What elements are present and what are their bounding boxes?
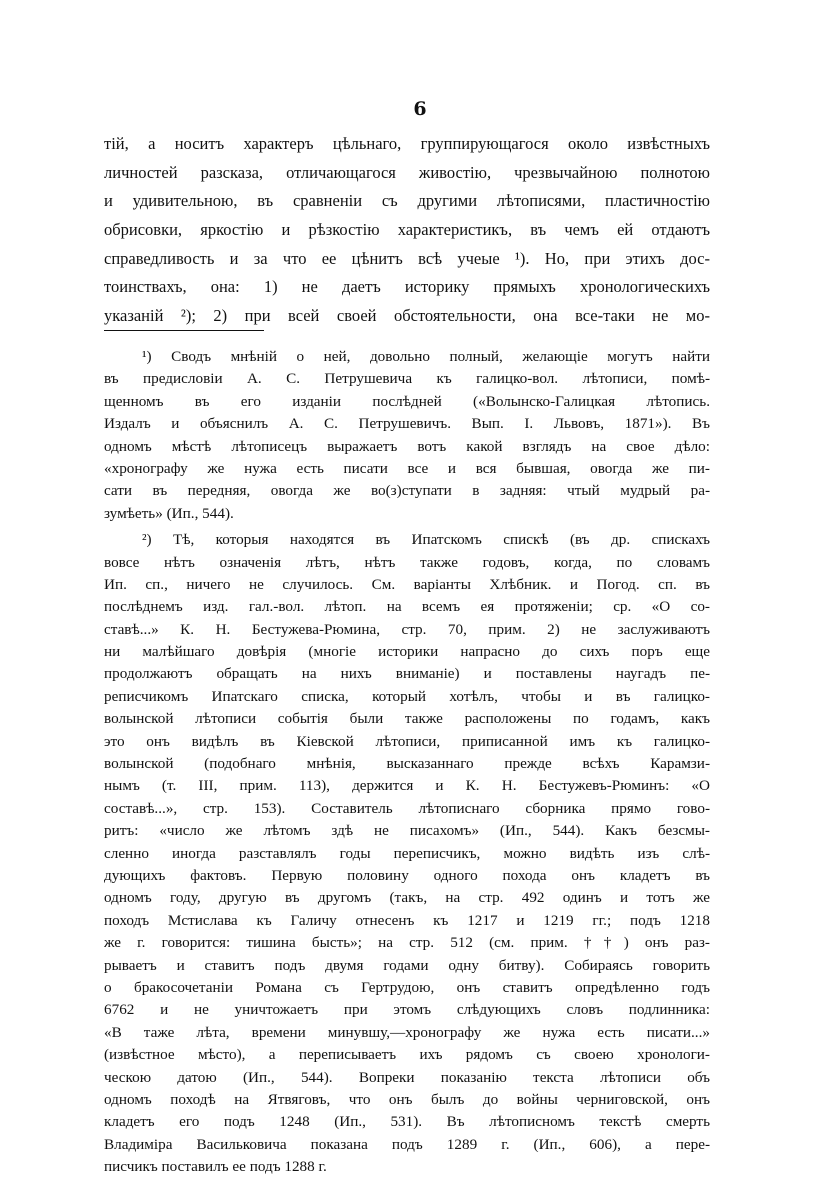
footnote-line: вовсе нѣтъ означенія лѣтъ, нѣтъ также годовъ, когда, по словамъ <box>104 553 710 571</box>
footnote-line: рываетъ и ставитъ подъ двумя годами одну битву). Собираясь говорить <box>104 956 710 974</box>
footnote-line: волынской (подобнаго мнѣнія, высказаннаго прежде всѣхъ Карамзи- <box>104 755 710 773</box>
footnote-line: въ предисловіи А. С. Петрушевича къ галицко-вол. лѣтописи, помѣ- <box>104 370 710 388</box>
footnote-line: это онъ видѣлъ въ Кіевской лѣтописи, приписанной имъ къ галицко- <box>104 732 710 750</box>
main-text <box>104 130 710 331</box>
footnote-1 <box>104 346 710 525</box>
footnote-line: ритъ: «число же лѣтомъ здѣ не писахомъ» (Ип., 544). Какъ безсмы- <box>104 822 710 840</box>
text-line: личностей разсказа, отличающагося живостію, чрезвычайною полнотою <box>104 162 710 182</box>
footnote-line: зумѣеть» (Ип., 544). <box>104 504 234 522</box>
footnote-divider <box>104 330 264 331</box>
footnote-line: «хронографу же нужа есть писати все и вся бывшая, овогда же пи- <box>104 459 710 477</box>
footnote-line: «В таже лѣта, времени минувшу,—хронографу же нужа есть писати...» <box>104 1023 710 1041</box>
footnote-line: составѣ...», стр. 153). Составитель лѣтописнаго сборника прямо гово- <box>104 799 710 817</box>
footnote-line: Ип. сп., ничего не случилось. См. варіанты Хлѣбник. и Погод. сп. въ <box>104 575 710 593</box>
text-line: справедливость и за что ее цѣнитъ всѣ учеые ¹). Но, при этихъ дос- <box>104 248 710 268</box>
footnote-line: кладетъ его подъ 1248 (Ип., 531). Въ лѣтописномъ текстѣ смерть <box>104 1113 710 1131</box>
footnote-line: Издалъ и объяснилъ А. С. Петрушевичъ. Вып. I. Львовъ, 1871»). Въ <box>104 415 710 433</box>
footnote-line: ческою датою (Ип., 544). Вопреки показанію текста лѣтописи объ <box>104 1068 710 1086</box>
footnote-line: дующихъ фактовъ. Первую половину одного похода онъ кладетъ въ <box>104 866 710 884</box>
footnote-line: волынской лѣтописи событія были также расположены по годамъ, какъ <box>104 710 710 728</box>
footnote-line: реписчикомъ Ипатскаго списка, который хотѣлъ, чтобы и въ галицко- <box>104 687 710 705</box>
footnote-line: (извѣстное мѣсто), а переписываетъ ихъ рядомъ съ своею хронологи- <box>104 1046 710 1064</box>
text-line: и удивительною, въ сравненіи съ другими лѣтописями, пластичностію <box>104 191 710 211</box>
footnote-line: продолжаютъ обращать на нихъ вниманіе) и поставлены наугадъ пе- <box>104 665 710 683</box>
footnote-line: щенномъ въ его изданіи послѣдней («Волынско-Галицкая лѣтопись. <box>104 392 710 410</box>
text-line: тій, а носитъ характеръ цѣльнаго, группирующагося около извѣстныхъ <box>104 134 710 153</box>
footnote-line: сленно иногда разставлялъ годы переписчикъ, можно видѣть изъ слѣ- <box>104 844 710 862</box>
footnote-line: сати въ передняя, овогда же во(з)ступати в задняя: чтый мудрый ра- <box>104 482 710 500</box>
footnote-line: одномъ году, другую въ другомъ (такъ, на стр. 492 одинъ и тотъ же <box>104 889 710 907</box>
footnote-line: писчикъ поставилъ ее подъ 1288 г. <box>104 1158 327 1176</box>
footnote-2 <box>104 529 710 1178</box>
text-line: указаній ²); 2) при всей своей обстоятельности, она все-таки не мо- <box>104 306 710 326</box>
footnote-line: ставѣ...» К. Н. Бестужева-Рюмина, стр. 70, прим. 2) не заслуживаютъ <box>104 620 710 638</box>
footnote-line: 6762 и не уничтожаетъ при этомъ слѣдующихъ словъ подлинника: <box>104 1001 710 1019</box>
text-line: обрисовки, яркостію и рѣзкостію характеристикъ, въ чемъ ей отдаютъ <box>104 220 710 240</box>
footnote-line: походъ Мстислава къ Галичу отнесенъ къ 1217 и 1219 гг.; подъ 1218 <box>104 911 710 929</box>
footnote-line: послѣднемъ изд. гал.-вол. лѣтоп. на всемъ ея протяженіи; ср. «О со- <box>104 598 710 616</box>
footnote-line: же г. говорится: тишина бысть»; на стр. 512 (см. прим. ††) онъ раз- <box>104 934 710 952</box>
footnote-line: нымъ (т. III, прим. 113), держится и К. Н. Бестужевъ-Рюминъ: «О <box>104 777 710 795</box>
footnote-line: Владиміра Васильковича показана подъ 1289 г. (Ип., 606), а пере- <box>104 1135 710 1153</box>
footnote-line: ²) Тѣ, которыя находятся въ Ипатскомъ спискѣ (въ др. спискахъ <box>142 531 710 549</box>
footnote-line: одномъ походѣ на Ятвяговъ, что онъ былъ до войны черниговской, онъ <box>104 1090 710 1108</box>
footnotes <box>104 346 710 1178</box>
page-number: 6 <box>413 98 427 120</box>
footnote-line: о бракосочетаніи Романа съ Гертрудою, онъ ставитъ опредѣленно годъ <box>104 978 710 996</box>
footnote-line: ни малѣйшаго довѣрія (многіе историки напрасно до сихъ поръ еще <box>104 643 710 661</box>
footnote-line: ¹) Сводъ мнѣній о ней, довольно полный, желающіе могутъ найти <box>142 348 710 365</box>
text-line: тоинствахъ, она: 1) не даетъ историку прямыхъ хронологическихъ <box>104 277 710 297</box>
footnote-line: одномъ мѣстѣ лѣтописецъ выражаетъ вотъ какой взглядъ на свое дѣло: <box>104 437 710 455</box>
